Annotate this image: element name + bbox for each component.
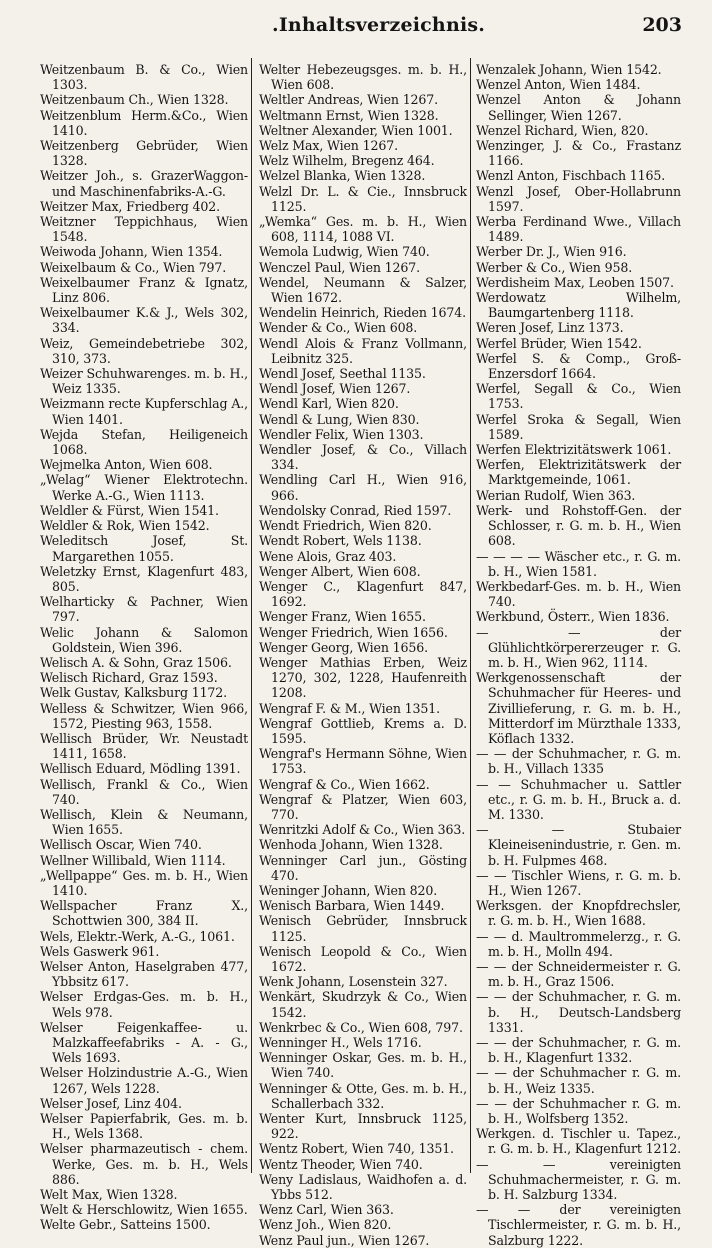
index-entry: Wellspacher Franz X., Schottwien 300, 384 II. xyxy=(40,898,248,929)
index-entry: Wendolsky Conrad, Ried 1597. xyxy=(259,502,452,518)
index-entry: Wenisch Barbara, Wien 1449. xyxy=(259,898,445,914)
index-entry: Werkgenossenschaft der Schuhmacher für Heeres- und Zivillieferung, r. G. m. b. H., Mitterdorf im Mürzthale 1333, Köflach 1332. xyxy=(476,670,681,746)
index-entry: Werber & Co., Wien 958. xyxy=(476,259,633,275)
index-entry: Wenzinger, J. & Co., Frastanz 1166. xyxy=(476,138,681,169)
index-entry: Wellisch Oscar, Wien 740. xyxy=(40,837,202,853)
index-entry: Wenninger & Otte, Ges. m. b. H., Schallerbach 332. xyxy=(259,1080,467,1111)
index-entry: Welter Hebezeugsges. m. b. H., Wien 608. xyxy=(259,62,467,93)
index-entry: „Wemka“ Ges. m. b. H., Wien 608, 1114, 1088 VI. xyxy=(259,214,467,245)
index-entry: Welt & Herschlowitz, Wien 1655. xyxy=(40,1202,248,1218)
index-entry: Welser Papierfabrik, Ges. m. b. H., Wels 1368. xyxy=(40,1111,248,1142)
index-entry: „Wellpappe“ Ges. m. b. H., Wien 1410. xyxy=(40,867,248,898)
column-divider xyxy=(470,58,471,1173)
index-entry: Weitzenblum Herm.&Co., Wien 1410. xyxy=(40,107,248,138)
index-entry: Weiwoda Johann, Wien 1354. xyxy=(40,244,223,260)
index-entry: Wendt Friedrich, Wien 820. xyxy=(259,518,432,534)
index-entry: Werfel, Segall & Co., Wien 1753. xyxy=(476,381,681,412)
index-entry: Wenter Kurt, Innsbruck 1125, 922. xyxy=(259,1111,467,1142)
index-entry: Wenz Carl, Wien 363. xyxy=(259,1202,394,1218)
index-entry: — — Stubaier Kleineisenindustrie, r. Gen. m. b. H. Fulpmes 468. xyxy=(476,822,681,868)
index-entry: Wengraf Gottlieb, Krems a. D. 1595. xyxy=(259,715,467,746)
index-entry: Wenisch Leopold & Co., Wien 1672. xyxy=(259,943,467,974)
index-entry: Weitzer Joh., s. GrazerWaggon- und Maschinenfabriks-A.-G. xyxy=(40,168,248,199)
index-entry: Weren Josef, Linz 1373. xyxy=(476,320,624,336)
index-entry: Werfel Sroka & Segall, Wien 1589. xyxy=(476,411,681,442)
index-entry: — — der Schuhmacher, r. G. m. b. H., Villach 1335 xyxy=(476,746,681,777)
index-entry: Wendling Carl H., Wien 916, 966. xyxy=(259,472,467,503)
index-entry: Wendl & Lung, Wien 830. xyxy=(259,411,420,427)
index-entry: Weleditsch Josef, St. Margarethen 1055. xyxy=(40,533,248,564)
index-column-3 xyxy=(476,62,681,1248)
index-entry: Wendel, Neumann & Salzer, Wien 1672. xyxy=(259,274,467,306)
index-entry: Werksgen. der Knopfdrechsler, r. G. m. b. H., Wien 1688. xyxy=(476,898,681,929)
index-entry: Wenninger Carl jun., Gösting 470. xyxy=(259,852,467,883)
index-entry: Werber Dr. J., Wien 916. xyxy=(476,244,627,260)
index-entry: Werba Ferdinand Wwe., Villach 1489. xyxy=(476,214,681,245)
index-entry: Werian Rudolf, Wien 363. xyxy=(476,487,636,503)
index-entry: Wenger Franz, Wien 1655. xyxy=(259,609,426,625)
index-entry: Wendler Josef, & Co., Villach 334. xyxy=(259,442,467,473)
index-entry: Welless & Schwitzer, Wien 966, 1572, Piesting 963, 1558. xyxy=(40,700,248,731)
index-entry: Wenzalek Johann, Wien 1542. xyxy=(476,62,662,77)
index-entry: Welic Johann & Salomon Goldstein, Wien 396. xyxy=(40,624,248,655)
index-entry: Welharticky & Pachner, Wien 797. xyxy=(40,594,248,625)
index-column-2 xyxy=(259,62,467,1248)
index-entry: Wenger Albert, Wien 608. xyxy=(259,563,421,579)
index-entry: Weixelbaumer K.& J., Wels 302, 334. xyxy=(40,305,248,336)
index-entry: — — d. Maultrommelerzg., r. G. m. b. H., Molln 494. xyxy=(476,928,681,959)
index-entry: — — Tischler Wiens, r. G. m. b. H., Wien 1267. xyxy=(476,867,681,898)
index-entry: Wenkrbec & Co., Wien 608, 797. xyxy=(259,1019,463,1035)
index-entry: — — der Schneidermeister r. G. m. b. H., Graz 1506. xyxy=(476,958,681,990)
index-entry: Welser Erdgas-Ges. m. b. H., Wels 978. xyxy=(40,989,248,1020)
index-entry: Wenger Friedrich, Wien 1656. xyxy=(259,624,448,640)
index-entry: Weitzenbaum B. & Co., Wien 1303. xyxy=(40,62,248,93)
index-entry: Wengraf F. & M., Wien 1351. xyxy=(259,700,440,716)
index-entry: Weizmann recte Kupferschlag A., Wien 1401. xyxy=(40,396,248,427)
index-entry: Wengraf & Platzer, Wien 603, 770. xyxy=(259,791,467,822)
index-entry: Weitzner Teppichhaus, Wien 1548. xyxy=(40,214,248,245)
index-entry: Weizer Schuhwarenges. m. b. H., Weiz 1335. xyxy=(40,366,248,397)
index-entry: — — der vereinigten Tischlermeister, r. G. m. b. H., Salzburg 1222. xyxy=(476,1202,681,1248)
index-entry: Werfel S. & Comp., Groß-Enzersdorf 1664. xyxy=(476,350,681,382)
index-entry: Welz Wilhelm, Bregenz 464. xyxy=(259,153,435,169)
index-entry: Weixelbaum & Co., Wien 797. xyxy=(40,259,227,275)
running-header xyxy=(0,14,712,42)
index-entry: Wejmelka Anton, Wien 608. xyxy=(40,457,213,473)
index-entry: Wenger Mathias Erben, Weiz 1270, 302, 1228, Haufenreith 1208. xyxy=(259,654,467,701)
index-entry: Welzl Dr. L. & Cie., Innsbruck 1125. xyxy=(259,183,467,214)
index-entry: Wengraf's Hermann Söhne, Wien 1753. xyxy=(259,746,467,777)
index-entry: Wenninger H., Wels 1716. xyxy=(259,1035,422,1050)
index-entry: Wenk Johann, Losenstein 327. xyxy=(259,974,448,990)
index-entry: Wenzel Anton, Wien 1484. xyxy=(476,77,641,93)
index-entry: Weitzenberg Gebrüder, Wien 1328. xyxy=(40,138,248,169)
index-entry: Wenisch Gebrüder, Innsbruck 1125. xyxy=(259,913,467,944)
index-entry: Wenczel Paul, Wien 1267. xyxy=(259,259,420,275)
index-entry: „Welag“ Wiener Elektrotechn. Werke A.-G., Wien 1113. xyxy=(40,472,248,503)
index-entry: Wenzel Richard, Wien, 820. xyxy=(476,122,649,138)
index-entry: Wendl Alois & Franz Vollmann, Leibnitz 325. xyxy=(259,335,467,366)
index-entry: Wenger Georg, Wien 1656. xyxy=(259,639,428,655)
index-entry: Wellisch Eduard, Mödling 1391. xyxy=(40,761,241,777)
index-entry: Welisch A. & Sohn, Graz 1506. xyxy=(40,654,232,670)
index-entry: Wendl Josef, Wien 1267. xyxy=(259,381,411,397)
index-entry: Wenger C., Klagenfurt 847, 1692. xyxy=(259,578,467,610)
index-entry: Welk Gustav, Kalksburg 1172. xyxy=(40,685,228,701)
index-entry: Wenninger Oskar, Ges. m. b. H., Wien 740. xyxy=(259,1050,467,1081)
index-entry: Wenzl Josef, Ober-Hollabrunn 1597. xyxy=(476,183,681,214)
index-entry: Weiz, Gemeindebetriebe 302, 310, 373. xyxy=(40,335,248,366)
index-entry: Wenz Joh., Wien 820. xyxy=(259,1217,392,1233)
index-entry: Werdisheim Max, Leoben 1507. xyxy=(476,274,674,290)
index-entry: Wellisch, Klein & Neumann, Wien 1655. xyxy=(40,806,248,838)
index-entry: Weninger Johann, Wien 820. xyxy=(259,882,438,898)
index-entry: Wenhoda Johann, Wien 1328. xyxy=(259,837,443,853)
index-entry: Weldler & Fürst, Wien 1541. xyxy=(40,502,219,518)
index-entry: Werdowatz Wilhelm, Baumgartenberg 1118. xyxy=(476,290,681,321)
page-title: .Inhaltsverzeichnis. xyxy=(272,14,486,36)
index-entry: Wenz Paul jun., Wien 1267. xyxy=(259,1232,430,1248)
index-entry: — — vereinigten Schuhmachermeister, r. G. m. b. H. Salzburg 1334. xyxy=(476,1156,681,1203)
index-entry: Weltmann Ernst, Wien 1328. xyxy=(259,107,439,123)
index-entry: Welisch Richard, Graz 1593. xyxy=(40,670,218,686)
index-entry: Wenzl Anton, Fischbach 1165. xyxy=(476,168,666,184)
index-entry: Werkgen. d. Tischler u. Tapez., r. G. m. b. H., Klagenfurt 1212. xyxy=(476,1126,681,1157)
index-entry: Wendl Karl, Wien 820. xyxy=(259,396,399,412)
page-number: 203 xyxy=(642,14,682,36)
index-entry: Weletzky Ernst, Klagenfurt 483, 805. xyxy=(40,563,248,594)
index-entry: Welser Anton, Haselgraben 477, Ybbsitz 617. xyxy=(40,958,248,990)
index-entry: Welz Max, Wien 1267. xyxy=(259,138,398,154)
index-entry: Welser pharmazeutisch - chem. Werke, Ges. m. b. H., Wels 886. xyxy=(40,1141,248,1187)
index-entry: Welte Gebr., Satteins 1500. xyxy=(40,1217,211,1233)
index-entry: Wejda Stefan, Heiligeneich 1068. xyxy=(40,426,248,458)
index-entry: — — Schuhmacher u. Sattler etc., r. G. m. b. H., Bruck a. d. M. 1330. xyxy=(476,776,681,822)
index-entry: Wentz Robert, Wien 740, 1351. xyxy=(259,1141,454,1157)
index-entry: Weltler Andreas, Wien 1267. xyxy=(259,92,439,108)
index-column-1 xyxy=(40,62,248,1233)
index-entry: Werfen, Elektrizitätswerk der Marktgemeinde, 1061. xyxy=(476,457,681,488)
index-entry: Welser Josef, Linz 404. xyxy=(40,1095,182,1111)
index-entry: Welser Holzindustrie A.-G., Wien 1267, Wels 1228. xyxy=(40,1065,248,1096)
index-entry: Werkbund, Österr., Wien 1836. xyxy=(476,609,670,625)
index-entry: Weltner Alexander, Wien 1001. xyxy=(259,122,453,138)
index-entry: Welzel Blanka, Wien 1328. xyxy=(259,168,426,184)
index-entry: — — der Schuhmacher r. G. m. b. H., Weiz 1335. xyxy=(476,1065,681,1096)
index-entry: Wellisch, Frankl & Co., Wien 740. xyxy=(40,776,248,807)
index-entry: Wels, Elektr.-Werk, A.-G., 1061. xyxy=(40,928,235,944)
index-entry: Wengraf & Co., Wien 1662. xyxy=(259,776,430,792)
index-entry: Wendelin Heinrich, Rieden 1674. xyxy=(259,305,466,321)
index-entry: Weixelbaumer Franz & Ignatz, Linz 806. xyxy=(40,274,248,306)
index-entry: Welt Max, Wien 1328. xyxy=(40,1187,178,1203)
index-entry: Wendl Josef, Seethal 1135. xyxy=(259,366,426,382)
index-entry: — — — — Wäscher etc., r. G. m. b. H., Wien 1581. xyxy=(476,548,681,579)
index-entry: — — der Glühlichtkörpererzeuger r. G. m. b. H., Wien 962, 1114. xyxy=(476,624,681,670)
index-entry: Weitzenbaum Ch., Wien 1328. xyxy=(40,92,229,108)
index-entry: Wentz Theoder, Wien 740. xyxy=(259,1156,423,1172)
index-entry: Wender & Co., Wien 608. xyxy=(259,320,418,336)
index-entry: Weny Ladislaus, Waidhofen a. d. Ybbs 512. xyxy=(259,1171,467,1203)
index-entry: Wenritzki Adolf & Co., Wien 363. xyxy=(259,822,466,838)
index-entry: Wendt Robert, Wels 1138. xyxy=(259,533,422,549)
index-entry: Wendler Felix, Wien 1303. xyxy=(259,426,424,442)
index-entry: Werkbedarf-Ges. m. b. H., Wien 740. xyxy=(476,578,681,610)
index-entry: Welser Feigenkaffee- u. Malzkaffeefabriks - A. - G., Wels 1693. xyxy=(40,1019,248,1066)
index-entry: Wellner Willibald, Wien 1114. xyxy=(40,852,226,868)
index-entry: Wenzel Anton & Johann Sellinger, Wien 1267. xyxy=(476,92,681,123)
index-entry: Werk- und Rohstoff-Gen. der Schlosser, r. G. m. b. H., Wien 608. xyxy=(476,502,681,549)
index-entry: Werfel Brüder, Wien 1542. xyxy=(476,335,642,351)
index-entry: Weitzer Max, Friedberg 402. xyxy=(40,198,220,214)
index-entry: Wels Gaswerk 961. xyxy=(40,943,160,959)
index-entry: — — der Schuhmacher r. G. m. b. H., Wolfsberg 1352. xyxy=(476,1095,681,1127)
index-entry: Wellisch Brüder, Wr. Neustadt 1411, 1658. xyxy=(40,730,248,762)
index-entry: Werfen Elektrizitätswerk 1061. xyxy=(476,442,672,458)
index-entry: Wene Alois, Graz 403. xyxy=(259,548,397,564)
index-entry: Weldler & Rok, Wien 1542. xyxy=(40,518,210,534)
index-entry: Wenkärt, Skudrzyk & Co., Wien 1542. xyxy=(259,989,467,1020)
index-entry: — — der Schuhmacher, r. G. m. b. H., Deutsch-Landsberg 1331. xyxy=(476,989,681,1035)
column-divider xyxy=(251,58,252,1173)
index-entry: Wemola Ludwig, Wien 740. xyxy=(259,244,430,260)
index-entry: — — der Schuhmacher, r. G. m. b. H., Klagenfurt 1332. xyxy=(476,1035,681,1066)
